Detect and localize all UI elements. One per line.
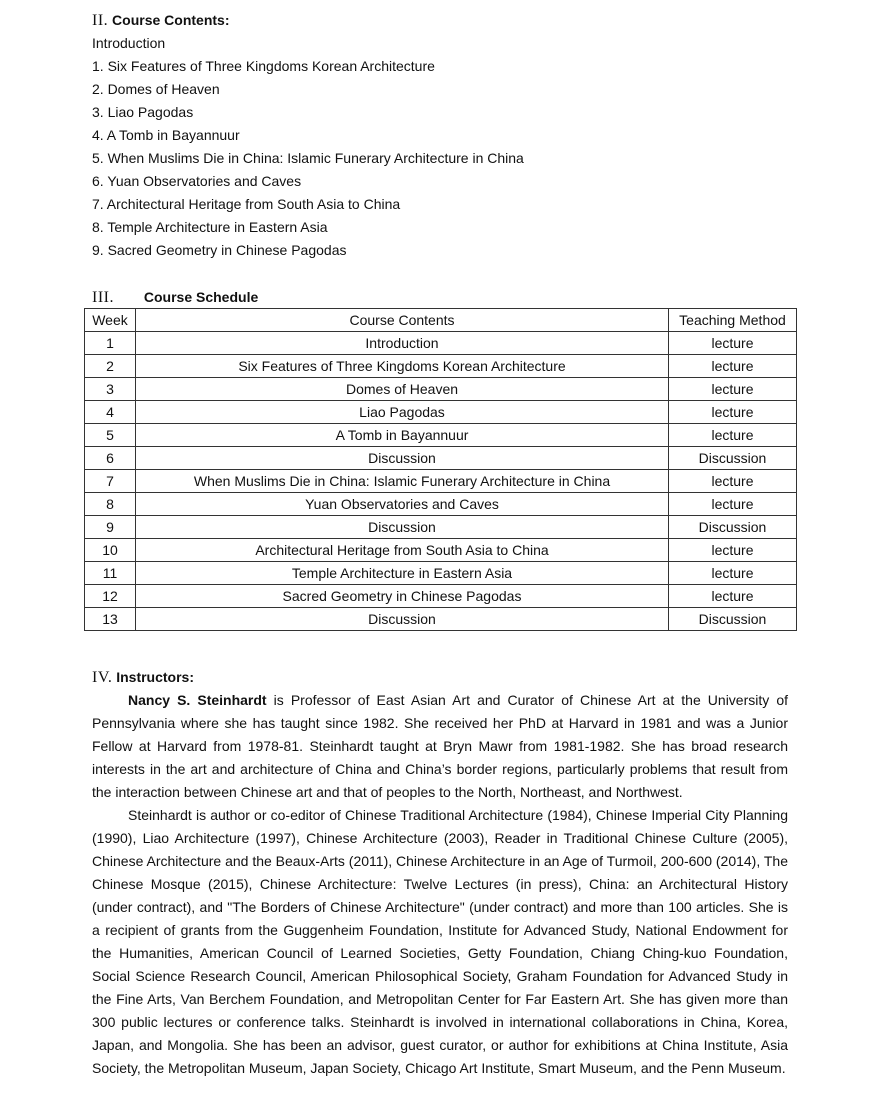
week-cell: 12 — [85, 585, 136, 608]
week-cell: 7 — [85, 470, 136, 493]
list-item: 7. Architectural Heritage from South Asia to China — [92, 196, 401, 212]
column-header-course-contents: Course Contents — [136, 309, 669, 332]
list-item: Introduction — [92, 35, 166, 51]
method-cell: Discussion — [669, 608, 797, 631]
table-row — [85, 424, 797, 447]
table-row — [85, 401, 797, 424]
contents-cell: Discussion — [136, 516, 669, 539]
table-row — [85, 332, 797, 355]
list-item: 8. Temple Architecture in Eastern Asia — [92, 219, 328, 235]
contents-cell: Discussion — [136, 447, 669, 470]
week-cell: 1 — [85, 332, 136, 355]
table-row — [85, 378, 797, 401]
week-cell: 5 — [85, 424, 136, 447]
contents-cell: Discussion — [136, 608, 669, 631]
method-cell: lecture — [669, 401, 797, 424]
table-row — [85, 562, 797, 585]
contents-cell: Domes of Heaven — [136, 378, 669, 401]
section-heading-instructors — [92, 668, 194, 687]
table-row — [85, 447, 797, 470]
list-item: 9. Sacred Geometry in Chinese Pagodas — [92, 242, 347, 258]
section-title: Instructors: — [116, 669, 195, 685]
bio-paragraph-text: is Professor of East Asian Art and Curator of Chinese Art at the University of Pennsylvania where she has taught since 1982. She received her PhD at Harvard in 1981 and was a Junior Fellow at Harvard from 1978-81. Steinhardt taught at Bryn Mawr from 1981-1982. She has broad research interests in the art and architecture of China and China’s border regions, particularly problems that result from the interaction between Chinese art and that of peoples to the North, Northeast, and Northwest. — [92, 692, 788, 800]
method-cell: lecture — [669, 493, 797, 516]
table-row — [85, 585, 797, 608]
method-cell: lecture — [669, 355, 797, 378]
course-contents-list — [92, 32, 812, 262]
list-item: 4. A Tomb in Bayannuur — [92, 127, 240, 143]
section-heading-course-schedule — [92, 288, 258, 307]
section-heading-course-contents — [92, 11, 230, 30]
contents-cell: Temple Architecture in Eastern Asia — [136, 562, 669, 585]
bio-paragraph-text: Steinhardt is author or co-editor of Chinese Traditional Architecture (1984), Chinese Imperial City Planning (1990), Liao Architecture (1997), Chinese Architecture (2003), Reader in Traditional Chinese Culture (2005), Chinese Architecture and the Beaux-Arts (2011), Chinese Architecture in an Age of Turmoil, 200-600 (2014), The Chinese Mosque (2015), Chinese Architecture: Twelve Lectures (in press), China: an Architectural History (under contract), and "The Borders of Chinese Architecture" (under contract) and more than 100 articles. She is a recipient of grants from the Guggenheim Foundation, Institute for Advanced Study, National Endowment for the Humanities, American Council of Learned Societies, Getty Foundation, Chiang Ching-kuo Foundation, Social Science Research Council, American Philosophical Society, Graham Foundation for Advanced Study in the Fine Arts, Van Berchem Foundation, and Metropolitan Center for Far Eastern Art. She has given more than 300 public lectures or conference talks. Steinhardt is involved in international collaborations in China, Korea, Japan, and Mongolia. She has been an advisor, guest curator, or author for exhibitions at China Institute, Asia Society, the Metropolitan Museum, Japan Society, Chicago Art Institute, Smart Museum, and the Penn Museum. — [92, 807, 788, 1076]
instructor-bio — [92, 689, 788, 1080]
method-cell: Discussion — [669, 516, 797, 539]
table-row — [85, 493, 797, 516]
contents-cell: Six Features of Three Kingdoms Korean Architecture — [136, 355, 669, 378]
section-title: Course Contents: — [112, 12, 230, 28]
instructor-name: Nancy S. Steinhardt — [128, 692, 267, 708]
table-row — [85, 539, 797, 562]
column-header-week: Week — [85, 309, 136, 332]
list-item: 2. Domes of Heaven — [92, 81, 220, 97]
list-item: 6. Yuan Observatories and Caves — [92, 173, 302, 189]
contents-cell: When Muslims Die in China: Islamic Funerary Architecture in China — [136, 470, 669, 493]
method-cell: lecture — [669, 562, 797, 585]
table-row — [85, 608, 797, 631]
table-row — [85, 355, 797, 378]
section-title: Course Schedule — [143, 289, 259, 305]
contents-cell: Introduction — [136, 332, 669, 355]
table-row — [85, 516, 797, 539]
contents-cell: Liao Pagodas — [136, 401, 669, 424]
table-row — [85, 470, 797, 493]
bio-paragraph — [92, 804, 788, 1080]
method-cell: lecture — [669, 424, 797, 447]
list-item: 3. Liao Pagodas — [92, 104, 194, 120]
week-cell: 11 — [85, 562, 136, 585]
method-cell: lecture — [669, 378, 797, 401]
section-numeral: IV. — [92, 669, 113, 686]
contents-cell: A Tomb in Bayannuur — [136, 424, 669, 447]
method-cell: Discussion — [669, 447, 797, 470]
table-header-row — [85, 309, 797, 332]
list-item: 1. Six Features of Three Kingdoms Korean Architecture — [92, 58, 435, 74]
contents-cell: Yuan Observatories and Caves — [136, 493, 669, 516]
contents-cell: Architectural Heritage from South Asia to China — [136, 539, 669, 562]
week-cell: 3 — [85, 378, 136, 401]
method-cell: lecture — [669, 470, 797, 493]
week-cell: 9 — [85, 516, 136, 539]
week-cell: 6 — [85, 447, 136, 470]
method-cell: lecture — [669, 332, 797, 355]
week-cell: 13 — [85, 608, 136, 631]
bio-paragraph — [92, 689, 788, 804]
list-item: 5. When Muslims Die in China: Islamic Funerary Architecture in China — [92, 150, 524, 166]
method-cell: lecture — [669, 585, 797, 608]
method-cell: lecture — [669, 539, 797, 562]
column-header-teaching-method: Teaching Method — [669, 309, 797, 332]
course-schedule-table — [84, 308, 797, 631]
section-numeral: II. — [92, 12, 109, 29]
contents-cell: Sacred Geometry in Chinese Pagodas — [136, 585, 669, 608]
week-cell: 8 — [85, 493, 136, 516]
week-cell: 10 — [85, 539, 136, 562]
week-cell: 4 — [85, 401, 136, 424]
week-cell: 2 — [85, 355, 136, 378]
section-numeral: III. — [92, 289, 114, 306]
